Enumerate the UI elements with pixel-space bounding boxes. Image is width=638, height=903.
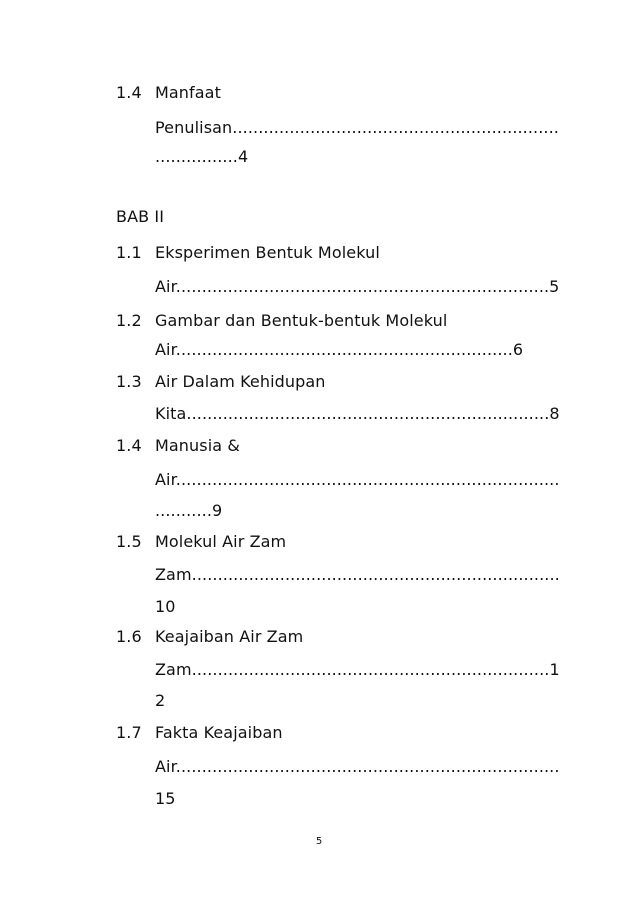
toc-entry-title: Eksperimen Bentuk Molekul — [155, 243, 380, 262]
toc-entry-title: Molekul Air Zam — [155, 532, 287, 551]
toc-entry-leader-line: Penulisan............................................................... — [155, 118, 559, 137]
toc-entry-leader-line: Air........................................................................5 — [155, 277, 560, 296]
toc-entry-leader-line: Air.......................................................................... — [155, 470, 560, 489]
toc-entry-leader-line: Kita......................................................................8 — [155, 404, 560, 423]
chapter-heading-text: BAB II — [116, 207, 165, 226]
toc-entry-number: 1.7 — [116, 723, 142, 742]
toc-entry-title: Manfaat — [155, 83, 221, 102]
toc-entry-title: Air Dalam Kehidupan — [155, 372, 326, 391]
toc-entry-title: Fakta Keajaiban — [155, 723, 283, 742]
toc-entry-number: 1.6 — [116, 627, 142, 646]
toc-entry-leader-line: Air.................................................................6 — [155, 340, 524, 359]
toc-entry-title: Manusia & — [155, 436, 240, 455]
toc-entry-page-ref: ...........9 — [155, 501, 223, 520]
toc-entry-title: Keajaiban Air Zam — [155, 627, 304, 646]
page-number: 5 — [315, 836, 323, 847]
toc-entry-page-ref: 10 — [155, 597, 176, 616]
toc-entry-number: 1.1 — [116, 243, 142, 262]
toc-entry-leader-line: Zam....................................................................... — [155, 565, 560, 584]
toc-entry-leader-line: Zam.....................................................................1 — [155, 660, 560, 679]
toc-entry-number: 1.3 — [116, 372, 142, 391]
toc-entry-number: 1.4 — [116, 436, 142, 455]
toc-entry-title: Gambar dan Bentuk-bentuk Molekul — [155, 311, 448, 330]
toc-entry-page-ref: 2 — [155, 691, 166, 710]
toc-entry-page-ref: ................4 — [155, 147, 249, 166]
toc-entry-number: 1.5 — [116, 532, 142, 551]
toc-entry-number: 1.4 — [116, 83, 142, 102]
toc-entry-page-ref: 15 — [155, 789, 176, 808]
toc-entry-leader-line: Air.......................................................................... — [155, 757, 560, 776]
toc-entry-number: 1.2 — [116, 311, 142, 330]
